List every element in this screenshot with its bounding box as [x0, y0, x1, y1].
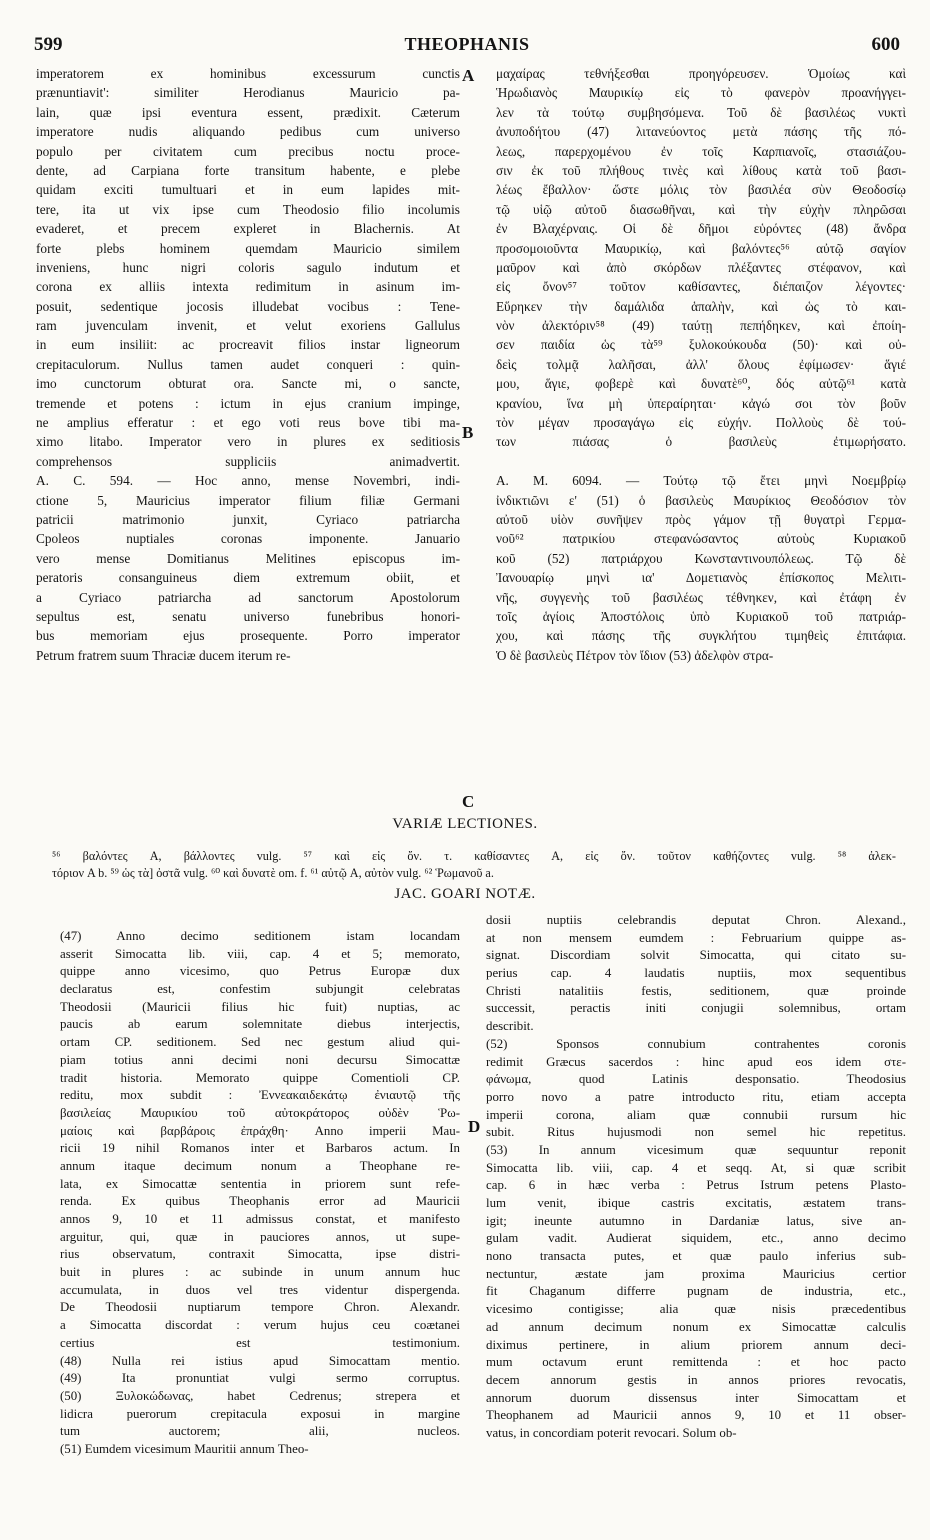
text-line: certius est testimonium.	[60, 1335, 460, 1350]
text-line: ad annum decimum nonum ex Simocattæ calculis	[486, 1319, 906, 1334]
text-line: nectuntur, æstate jam proxima Mauricius certior	[486, 1266, 906, 1281]
text-line: χου, καὶ πάσης τῆς συγκλήτου τιμηθεὶς ἐπιτάφια.	[496, 628, 906, 644]
running-title: THEOPHANIS	[404, 34, 530, 54]
text-line: asserit Simocatta lib. viii, cap. 4 et 5; memorato,	[60, 946, 460, 961]
text-line: fit Chaganum differre pugnam de industria, etc.,	[486, 1284, 906, 1299]
greek-text-column	[496, 64, 906, 665]
text-line: αὐτοῦ υἱὸν συνῆψεν πρὸς γάμον τῇ θυγατρὶ Γερμα-	[496, 511, 906, 527]
text-line: δεὶς τολμᾷ λαλῆσαι, ἀλλ' ὅλους ἐφίμωσεν· ἅγιέ	[496, 356, 906, 372]
text-line: annum itaque decimum nonum a Theophane re-	[60, 1158, 460, 1173]
text-line: ἐν Βλαχέρναις. Οἱ δὲ δῆμοι εὑρόντες (48) ἄνδρα	[496, 221, 906, 237]
text-line: κρανίου, ἵνα μὴ ὑπεραίρηται· κἀγώ σοι τὸν βοῦν	[496, 395, 906, 411]
text-line: lain, quæ ipsi eventura essent, prædixit. Cæterum	[36, 104, 460, 120]
text-line: ximo litabo. Imperator vero in plures ex seditiosis	[36, 434, 460, 450]
margin-marker-b: B	[462, 423, 474, 442]
text-line: vero mense Domitianus Melitines episcopus im-	[36, 550, 460, 566]
text-line: paucis ab earum solemnitate diebus interjectis,	[60, 1017, 460, 1032]
text-line: imperatorem ex hominibus excessurum cunctis	[36, 66, 460, 81]
text-line: piam totius anni decimi noni decursu Simocattæ	[60, 1052, 460, 1067]
text-line: accumulata, in duos vel tres videntur dispergenda.	[60, 1282, 460, 1297]
text-line: porro novo a patre introducto ritu, etiam accepta	[486, 1089, 906, 1104]
text-line: μαίοις καὶ βαρβάροις ἐπράχθη· Anno imperii Mau-	[60, 1123, 460, 1138]
text-line: quidam exciti tumultuari et in eum lapides mit-	[36, 182, 460, 198]
text-line: (48) Nulla rei istius apud Simocattam mentio.	[60, 1353, 460, 1368]
text-line: imo cunctorum obturat ora. Sancte mi, o sancte,	[36, 376, 460, 392]
text-line: Ἰανουαρίῳ μηνὶ ια' Δομετιανὸς ἐπίσκοπος Μελιτι-	[496, 570, 906, 586]
text-line: νὸν ἀλεκτόριν⁵⁸ (49) ταύτῃ πεπήδηκεν, καὶ ἐποίη-	[496, 318, 906, 334]
text-line: ⁵⁶ βαλόντες A, βάλλοντες vulg. ⁵⁷ καὶ εἰς ὄν. τ. καθίσαντες A, εἰς ὄν. τοῦτον καθήζοντες vulg. ⁵⁸ ἀλεκ-	[52, 849, 896, 863]
text-line: A. C. 594. — Hoc anno, mense Novembri, indi-	[36, 473, 460, 489]
text-line: evaderet, et precem expleret in Blachernis. At	[36, 221, 460, 237]
text-line: dente, ad Carpiana forte transitum habente, e plebe	[36, 162, 460, 178]
text-line: annorum duorum dissensus inter Simocattam et	[486, 1390, 906, 1405]
text-line: successit, peractis initi conjugii solemnibus, ortam	[486, 1001, 906, 1016]
text-line: arguitur, qui, quæ in pauciores annos, ut supe-	[60, 1229, 460, 1244]
text-line: a Simocatta discordat : verum hujus ceu coætanei	[60, 1318, 460, 1333]
text-line: lidicra puerorum crepitacula exposui in margine	[60, 1406, 460, 1421]
text-line: Theophanem ad Mauricii annos 9, 10 et 11 obser-	[486, 1408, 906, 1423]
text-line: prænuntiavit': similiter Herodianus Mauricio pa-	[36, 85, 460, 101]
text-line: Theodosii (Mauricii filius hic fuit) nuptias, ac	[60, 999, 460, 1014]
text-line: ἀνυποδήτου (47) λιτανεύοντος μετὰ πάσης τῆς πό-	[496, 124, 906, 140]
text-line: βασιλείας Μαυρικίου τοῦ αὐτοκράτορος οὐδὲν Ῥω-	[60, 1105, 460, 1120]
text-line: (47) Anno decimo seditionem istam locandam	[60, 929, 460, 943]
text-line: Christi natalitiis festis, seditionem, quæ proinde	[486, 983, 906, 998]
text-line: τὸν μέγαν προσαγάγω εἰς εὐχήν. Πολλοὺς δὲ τού-	[496, 415, 906, 431]
text-line: A. M. 6094. — Τούτῳ τῷ ἔτει μηνὶ Νοεμβρίῳ	[496, 473, 906, 489]
text-line: decem annorum gestis in annos priores revocatis,	[486, 1372, 906, 1387]
text-line: Εὕρηκεν τὴν δαμάλιδα ἁπαλὴν, καὶ ὡς τὸ και-	[496, 298, 906, 314]
text-line: cap. 6 in hæc verba : Petrus Istrum petens Plasto-	[486, 1178, 906, 1193]
text-line: mum octavum erunt remittenda : et hoc pacto	[486, 1355, 906, 1370]
text-line: rius observatum, contraxit Simocatta, ipse distri-	[60, 1247, 460, 1262]
text-line: vicesimo contigisse; alia quæ nisis præcedentibus	[486, 1302, 906, 1317]
text-line: (53) In annum vicesimum quæ sequuntur reponit	[486, 1142, 906, 1157]
text-line: inveniens, hunc nigri coloris sagulo indutum et	[36, 259, 460, 275]
text-line: perius cap. 4 laudatis nuptiis, mox sequentibus	[486, 966, 906, 981]
text-line: μαῦρον καὶ ἀπὸ σκόρδων πλέξαντες στέφανον, καὶ	[496, 259, 906, 275]
text-line: ram juvenculam invenit, et velut exoriens Gallulus	[36, 318, 460, 334]
text-line: redimit Græcus sacerdos : hinc apud eos idem στε-	[486, 1054, 906, 1069]
page-header	[34, 34, 900, 58]
text-line: (49) Ita pronuntiat vulgi sermo corruptus.	[60, 1371, 460, 1386]
text-line: ἰνδικτιῶνι ε' (51) ὁ βασιλεὺς Μαυρίκιος Θεοδόσιον τὸν	[496, 492, 906, 508]
text-line: εἰς ὄνον⁵⁷ τοῦτον καθίσαντες, διέπαιζον λέγοντες·	[496, 279, 906, 295]
text-line: tere, ita ut vix ipse cum Theodosio filio incolumis	[36, 201, 460, 217]
text-line: ctione 5, Mauricius imperator filium filiæ Germani	[36, 492, 460, 508]
text-line: peratoris consanguineus diem extremum obiit, et	[36, 570, 460, 586]
variae-lectiones-block	[52, 848, 896, 882]
text-line: crepitaculorum. Nullus tamen audet conqueri : quin-	[36, 356, 460, 372]
text-line: σιν ἐκ τοῦ πλήθους τινὲς καὶ λίθους κατὰ τοῦ βασι-	[496, 162, 906, 178]
text-line: ortam CP. seditionem. Sed nec gestum aliud qui-	[60, 1035, 460, 1050]
text-line: gulam vadit. Audierat siquidem, etc., anno decimo	[486, 1231, 906, 1246]
text-line: tradit historia. Memorato quippe Comentioli CP.	[60, 1070, 460, 1085]
text-line: comprehensos suppliciis animadvertit.	[36, 453, 460, 469]
text-line: λεως, παρερχομένου ἐν τοῖς Καρπιανοῖς, στασιάζου-	[496, 143, 906, 159]
notes-left-column	[60, 928, 460, 1459]
text-line: patricii matrimonio junxit, Cyriaco patriarcha	[36, 511, 460, 527]
text-line: bus memoriam ejus prosequente. Porro imperator	[36, 628, 460, 644]
text-line: προσομοιοῦντα Μαυρικίῳ, καὶ βαλόντες⁵⁶ αὐτῷ σαγίον	[496, 240, 906, 256]
text-line: λεν τὰ τούτῳ συμβησόμενα. Τοῦ δὲ βασιλέως νυκτὶ	[496, 104, 906, 120]
page-number-left: 599	[34, 34, 63, 55]
text-line: signat. Discordiam solvit Simocatta, qui citato su-	[486, 948, 906, 963]
text-line: Simocatta lib. viii, cap. 4 et seqq. At, si quæ scribit	[486, 1160, 906, 1175]
text-line: σεν παιδία ὡς τὰ⁵⁹ ξυλοκούκουδα (50)· καὶ οὐ-	[496, 337, 906, 353]
text-line: reditu, mox subdit : Ἐννεακαιδεκάτῳ ἐνιαυτῷ τῆς	[60, 1088, 460, 1103]
text-line: (52) Sponsos connubium contrahentes coronis	[486, 1036, 906, 1051]
text-line: μου, ἅγιε, φοβερὲ καὶ δυνατὲ⁶⁰, δός αὐτῷ⁶¹ κατὰ	[496, 376, 906, 392]
text-line: Ἡρωδιανὸς Μαυρικίῳ εἰς τὸ φανερὸν προανήγγει-	[496, 85, 906, 101]
text-line: sepultus est, senatu universo funebribus honori-	[36, 608, 460, 624]
text-line: at non mensem eumdem : Februarium quippe as-	[486, 930, 906, 945]
text-line: populo per civitatem cum precibus noctu proce-	[36, 143, 460, 159]
variae-lectiones-heading: VARIÆ LECTIONES.	[392, 816, 538, 832]
text-line: νῆς, συγγενὴς τοῦ βασιλέως τέθνηκεν, καὶ ἐτάφη ἐν	[496, 589, 906, 605]
text-line: Ὁ δὲ βασιλεὺς Πέτρον τὸν ἴδιον (53) ἀδελφὸν στρα-	[496, 647, 774, 663]
text-line: (50) Ξυλοκώδωνας, habet Cedrenus; strepera et	[60, 1388, 460, 1403]
text-line: diximus pertinere, in alium priorem annum deci-	[486, 1337, 906, 1352]
text-line: declaratus est, confestim subjungit celebratas	[60, 982, 460, 997]
text-line: τόριον A b. ⁵⁹ ὡς τὰ] ὀστᾶ vulg. ⁶⁰ καὶ δυνατὲ om. f. ⁶¹ αὐτῷ A, αὐτὸν vulg. ⁶² Ῥωμανοῦ a.	[52, 866, 494, 880]
text-line: Cpoleos nuptiales coronas imponente. Januario	[36, 531, 460, 547]
text-line: lum venit, ibique castris excitatis, æstatem trans-	[486, 1196, 906, 1210]
text-line: a Cyriaco patriarcha ad sanctorum Apostolorum	[36, 589, 460, 605]
text-line: imperatore nudis aliquando pedibus cum universo	[36, 124, 460, 140]
text-line: tremende et potens : ictum in ejus cranium impinge,	[36, 395, 460, 411]
text-line: dosii nuptiis celebrandis deputat Chron. Alexand.,	[486, 913, 906, 927]
text-line: ne amplius efferatur : et ego voti reus bove tibi ma-	[36, 415, 460, 431]
text-line: buit in plures : ac subinde in unum annum huc	[60, 1265, 460, 1280]
text-line: μαχαίρας τεθνήξεσθαι προηγόρευσεν. Ὁμοίως καὶ	[496, 66, 906, 81]
notes-heading: JAC. GOARI NOTÆ.	[394, 886, 536, 902]
text-line: renda. Ex quibus Theophanis error ad Mauricii	[60, 1194, 460, 1209]
text-line: igit; ineunte autumno in Dardaniæ latus, sive an-	[486, 1213, 906, 1228]
latin-text-column	[36, 64, 460, 665]
text-line: φάνωμα, quod Latinis desponsatio. Theodosius	[486, 1072, 906, 1087]
text-line	[496, 452, 906, 471]
text-line: posuit, sedentique jocosis illudebat vocibus : Tene-	[36, 298, 460, 314]
text-line: corona ex alliis intexta redimitum in asinum im-	[36, 279, 460, 295]
text-line: forte plebs hominem quemdam Mauricio similem	[36, 240, 460, 256]
text-line: τοῖς ἁγίοις Ἀποστόλοις ὑπὸ Κυριακοῦ τοῦ πατριάρ-	[496, 608, 906, 624]
margin-marker-c: C	[462, 792, 475, 811]
text-line: κοῦ (52) πατριάρχου Κωνσταντινουπόλεως. Τῷ δὲ	[496, 550, 906, 566]
text-line: τῷ υἱῷ αὐτοῦ διασωθῆναι, καὶ τὴν εὐχὴν πληρῶσαι	[496, 201, 906, 217]
margin-marker-a: A	[462, 66, 475, 85]
text-line: των πιάσας ὁ βασιλεὺς ἐτιμωρήσατο.	[496, 434, 906, 450]
text-line: tum auctorem; alii, nucleos.	[60, 1424, 460, 1439]
margin-marker-d: D	[468, 1117, 481, 1136]
text-line: lata, ex Simocattæ sententia in priorem sunt refe-	[60, 1176, 460, 1191]
notes-right-column	[486, 912, 906, 1443]
text-line: subit. Ritus hujusmodi non semel hic repetitus.	[486, 1125, 906, 1140]
text-line: vatus, in concordiam poterit revocari. Solum ob-	[486, 1425, 737, 1440]
text-line: nono transacta putes, et quæ paulo inferius sub-	[486, 1249, 906, 1264]
page-number-right: 600	[871, 34, 900, 55]
text-line: imperii corona, aliam quæ connubii rursum hic	[486, 1107, 906, 1122]
text-line: describit.	[486, 1019, 534, 1034]
text-line: in eum insiliit: ac procreavit filios instar ligneorum	[36, 337, 460, 353]
text-line: νοῦ⁶² πατρικίου στεφανώσαντος αὐτοὺς Κυριακοῦ	[496, 531, 906, 547]
text-line: De Theodosii nuptiarum tempore Chron. Alexandr.	[60, 1300, 460, 1315]
text-line: quippe anno vicesimo, quo Petrus Europæ dux	[60, 964, 460, 979]
text-line: annos 9, 10 et 11 admissus constat, et manifesto	[60, 1212, 460, 1226]
text-line: λέως ἔβαλλον· ὥστε μόλις τὸν βασιλέα σὺν Θεοδοσίῳ	[496, 182, 906, 198]
text-line: Petrum fratrem suum Thraciæ ducem iterum re-	[36, 647, 291, 663]
text-line: ricii 19 nihil Romanos inter et Barbaros actum. In	[60, 1141, 460, 1156]
text-line: (51) Eumdem vicesimum Mauritii annum Theo-	[60, 1441, 309, 1456]
